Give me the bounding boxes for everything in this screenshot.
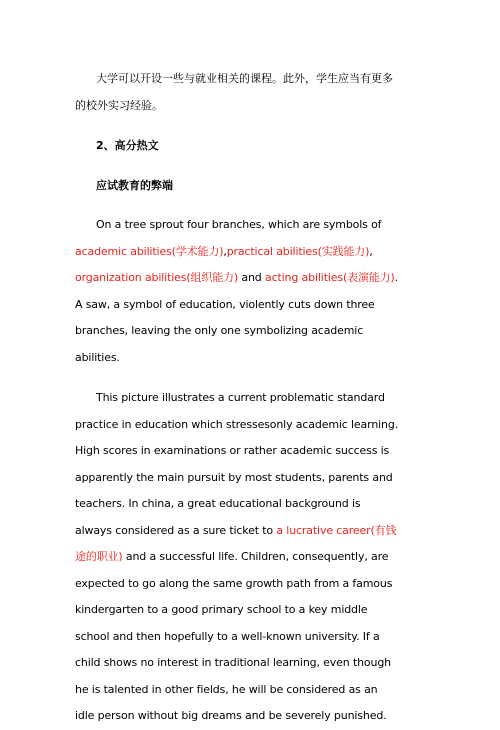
paragraph-1-text: On a tree sprout four branches, which are symbols of (96, 218, 382, 231)
highlight-organization-abilities: organization abilities(组织能力) (75, 271, 239, 284)
paragraph-1-text: . A saw, a symbol of education, violently cuts down three branches, leaving the only one symbolizing academic abilities. (75, 271, 399, 364)
article-title: 应试教育的弊端 (96, 179, 173, 192)
paragraph-2 (75, 385, 400, 730)
section-heading: 2、高分热文 (96, 139, 159, 152)
highlight-acting-abilities: acting abilities(表演能力) (265, 271, 395, 284)
paragraph-1-text: , (223, 244, 227, 258)
paragraph-2-text: and a successful life. Children, consequently, are expected to go along the same growth path from a famous kindergarten to a good primary school to a key middle school and then hopefully to a well-known university. If a child shows no interest in traditional learning, even though he is talented in other fields, he will be considered as an idle person without big dreams and be severely punished. (75, 550, 393, 722)
highlight-lucrative-career: a lucrative career(有钱途的职业) (75, 523, 397, 563)
intro-paragraph: 大学可以开设一些与就业相关的课程。此外，学生应当有更多的校外实习经验。 (75, 72, 393, 112)
paragraph-1 (75, 212, 400, 371)
highlight-academic-abilities: academic abilities(学术能力) (75, 244, 224, 258)
paragraph-2-text: This picture illustrates a current problematic standard practice in education which stressesonly academic learning. High scores in examinations or rather academic success is apparently the main pursuit by most students, parents and teachers. In china, a great educational background is always considered as a sure ticket to (75, 391, 399, 537)
paragraph-1-text: , (369, 244, 373, 258)
paragraph-1-text: and (238, 271, 265, 284)
highlight-practical-abilities: practical abilities(实践能力) (226, 244, 370, 258)
